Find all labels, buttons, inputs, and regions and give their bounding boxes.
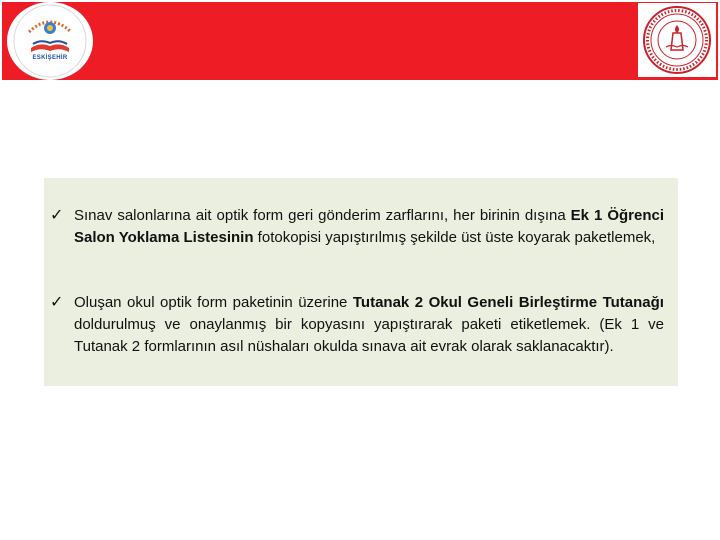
item-text: [74, 292, 664, 358]
item-text-bold: Ek 1 Öğrenci Salon Yoklama Listesinin: [74, 207, 665, 246]
checkmark-icon: ✓: [50, 294, 64, 311]
item-text: [74, 205, 664, 249]
logo-caption: ESKİŞEHİR: [32, 55, 68, 61]
header-bar: [2, 2, 718, 80]
item-text-part: Sınav salonlarına ait optik form geri gönderim zarflarını, her birinin dışına: [74, 207, 571, 224]
item-text-part: Oluşan okul optik form paketinin üzerine: [74, 294, 353, 311]
list-item: [50, 292, 664, 358]
item-text-part: doldurulmuş ve onaylanmış bir kopyasını yapıştırarak paketi etiketlemek. (Ek 1 ve Tutanak 2 formlarının asıl nüshaları okulda sınava ait evrak olarak saklanacaktır).: [74, 316, 664, 355]
meb-seal-logo: [638, 3, 716, 77]
item-text-bold: Tutanak 2 Okul Geneli Birleştirme Tutanağı: [352, 294, 664, 311]
item-text-part: fotokopisi yapıştırılmış şekilde üst üste koyarak paketlemek,: [253, 229, 656, 246]
eskisehir-logo: [7, 2, 93, 80]
checkmark-icon: ✓: [50, 207, 64, 224]
instruction-box: [44, 178, 678, 386]
list-item: [50, 205, 664, 249]
